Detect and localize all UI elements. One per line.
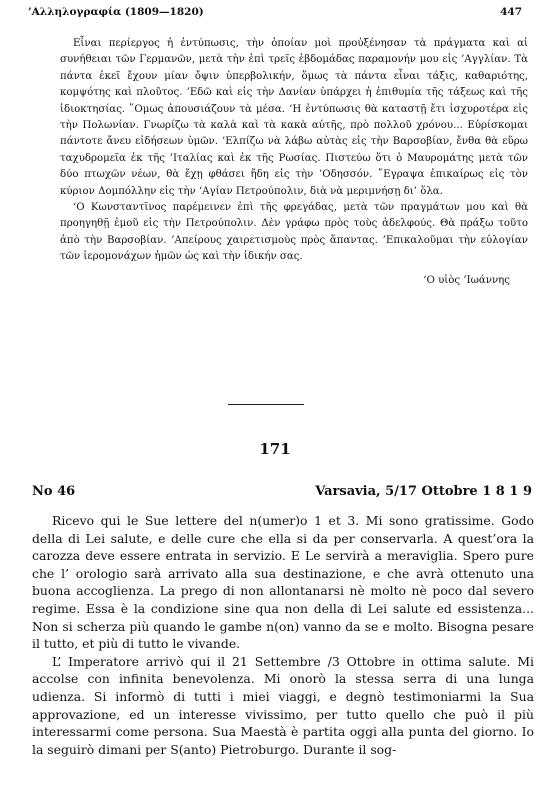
greek-paragraph-2: ‘Ο Κωνσταντῖνος παρέμεινεν ἐπὶ τῆς φρεγάδας, μετὰ τῶν πραγμάτων μου καὶ θὰ προηγηθῇ ἐμοῦ εἰς τὴν Πετρούπολιν. Δὲν γράφω πρὸς τοὺς ἀδελφούς. Θὰ πράξω τοῦτο ἀπὸ τὴν Βαρσοβίαν. ’Απείρους χαιρετισμοὺς πρὸς ἅπαντας. ’Επικαλοῦμαι τὴν εὐλογίαν τῶν ἱερομονάχων ἡμῶν ὡς καὶ τὴν ἰδικήν σας. — [60, 202, 528, 263]
letter-heading — [32, 484, 532, 499]
italian-paragraph-1: Ricevo qui le Sue lettere del n(umer)o 1 et 3. Mi sono gratissime. Godo della di Lei salute, e delle cure che ella si da per conservarla. A quest’ora la carozza deve essere entrata in servizio. E Le servirà a meraviglia. Spero pure che l’ orologio sarà arrivato alla sua destinazione, e che avrà ottenuto una buona accoglienza. La prego di non allontanarsi nè molto nè poco dal severo regime. Essa è la condizione sine qua non della di Lei salute ed essistenza... Non si scherza più quando le gambe n(on) vanno da se e molto. Bisogna pesare il tutto, et più di tutto le vivande. — [32, 513, 534, 652]
italian-paragraph-2: L’ Imperatore arrivò qui il 21 Settembre /3 Ottobre in ottima salute. Mi accolse con infinita benevolenza. Mi onorò la stessa serra di una lunga udienza. Si informò di tutti i miei viaggi, e degnò testimoniarmi la Sua approvazione, ed un interesse vivissimo, per tutto quello che può il più interessarmi come persona. Sua Maestà è partita oggi alla punta del giorno. Io la seguirò dimani per S(anto) Pietroburgo. Durante il sog- — [32, 653, 534, 757]
greek-letter-text — [60, 36, 528, 289]
italian-letter-text — [32, 512, 534, 758]
running-header — [28, 6, 522, 22]
running-title: ’Αλληλογραφία (1809—1820) — [28, 6, 204, 18]
section-divider — [228, 404, 304, 405]
letter-place-date: Varsavia, 5/17 Ottobre 1 8 1 9 — [315, 484, 532, 499]
signature: ‘Ο υἱὸς ’Ιωάννης — [423, 274, 510, 286]
letter-no: No 46 — [32, 484, 76, 499]
letter-number: 171 — [259, 440, 291, 458]
page-number: 447 — [500, 6, 522, 18]
greek-paragraph-1: Εἶναι περίεργος ἡ ἐντύπωσις, τὴν ὁποίαν μοὶ προὐξένησαν τὰ πράγματα καὶ αἱ συνήθειαι τῶν Γερμανῶν, μετὰ τὴν ἐπὶ τρεῖς ἑβδομάδας παραμονήν μου εἰς ’Αγγλίαν. Τὰ πάντα ἐκεῖ ἔχουν μίαν ὄψιν ὑπερβολικήν, ὅμως τὰ πάντα εἶναι τάξις, καθαριότης, κομψότης καὶ πλοῦτος. ’Εδῶ καὶ εἰς τὴν Δανίαν ὑπάρχει ἡ ἐπιθυμία τῆς τάξεως καὶ τῆς ἰδιοκτησίας. ῞Ομως ἀπουσιάζουν τὰ μέσα. ‘Η ἐντύπωσις θὰ καταστῇ ἔτι ἰσχυροτέρα εἰς τὴν Πολωνίαν. Γνωρίζω τὰ καλὰ καὶ τὰ κακὰ αὐτῆς, πρὸ πολλοῦ χρόνου... Εὑρίσκομαι πάντοτε ἄνευ εἰδήσεων ὑμῶν. ’Ελπίζω νὰ λάβω αὐτὰς εἰς τὴν Βαρσοβίαν, ἔνθα θὰ εὕρω ταχυδρομεῖα ἐκ τῆς ’Ιταλίας καὶ ἐκ τῆς Ρωσίας. Πιστεύω ὅτι ὁ Μαυρομάτης μετὰ τῶν δύο πτωχῶν νέων, θὰ ἔχῃ φθάσει ἤδη εἰς τὴν ’Οδησσόν. ῎Εγραψα ἐπικαίρως εἰς τὸν κύριον Δομπόλλην εἰς τὴν ‘Αγίαν Πετρούπολιν, διὰ νὰ μεριμνήσῃ δι’ ὅλα. — [60, 38, 528, 197]
